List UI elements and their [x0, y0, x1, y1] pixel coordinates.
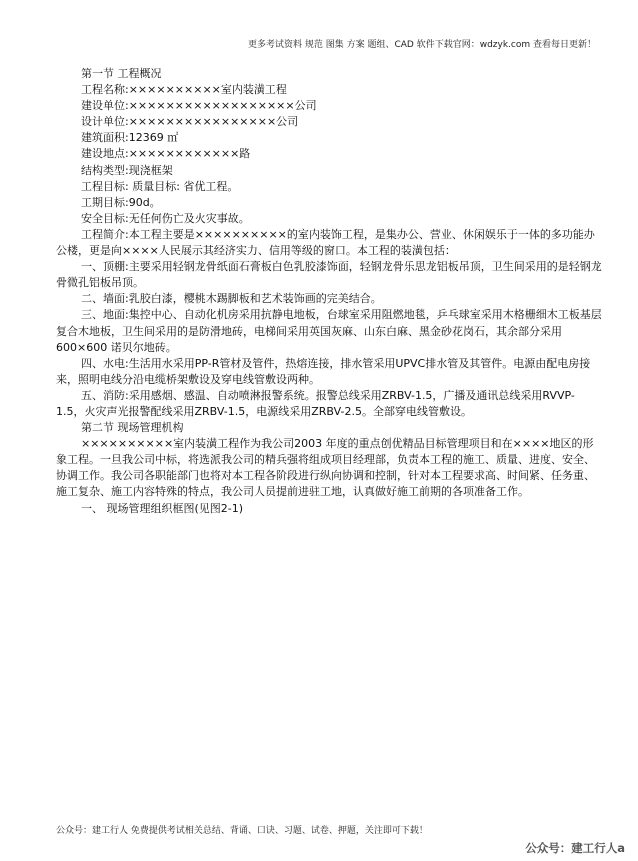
subsection1-title: 一、 现场管理组织框图(见图2-1)	[81, 501, 244, 515]
floor-paragraph: 三、地面:集控中心、自动化机房采用抗静电地板，台球室采用阻燃地毯，乒乓球室采用木格栅细木工板基层复合木地板，卫生间采用的是防滑地砖，电梯间采用英国灰麻、山东白麻、黑金砂花岗石，其余部分采用600×600 诺贝尔地砖。	[56, 308, 602, 354]
watermark: 公众号：建工行人a	[522, 839, 628, 857]
wall-paragraph: 二、墙面:乳胶白漆，樱桃木踢脚板和艺术装饰画的完美结合。	[81, 292, 382, 306]
project-name-line: 工程名称:××××××××××室内装潢工程	[81, 83, 287, 97]
page-footer: 公众号：建工行人 免费提供考试相关总结、背诵、口诀、习题、试卷、押题，关注即可下载！	[56, 826, 428, 836]
goal-line: 工程目标: 质量目标: 省优工程。	[81, 179, 239, 193]
page-header: 更多考试资料 规范 图集 方案 题组、CAD 软件下载官网：wdzyk.com 查看每日更新！	[248, 40, 596, 50]
safety-line: 安全目标:无任何伤亡及火灾事故。	[81, 211, 250, 225]
section2-paragraph: ××××××××××室内装潢工程作为我公司2003 年度的重点创优精品目标管理项目和在××××地区的形象工程。一旦我公司中标，将选派我公司的精兵强将组成项目经理部，负责本工程的施工、质量、进度、安全、协调工作。我公司各职能部门也将对本工程各阶段进行纵向协调和控制，针对本工程要求高、时间紧、任务重、施工复杂、施工内容特殊的特点，我公司人员提前进驻工地，认真做好施工前期的各项准备工作。	[56, 437, 595, 499]
ceiling-paragraph: 一、顶棚:主要采用轻钢龙骨纸面石膏板白色乳胶漆饰面，轻钢龙骨乐思龙铝板吊顶，卫生间采用的是轻钢龙骨微孔铝板吊顶。	[56, 260, 602, 290]
duration-line: 工期目标:90d。	[81, 195, 161, 209]
builder-line: 建设单位:××××××××××××××××××公司	[81, 99, 317, 113]
section1-title: 第一节 工程概况	[81, 67, 162, 80]
fire-protection-paragraph: 五、消防:采用感烟、感温、自动喷淋报警系统。报警总线采用ZRBV-1.5，广播及通讯总线采用RVVP-1.5，火灾声光报警配线采用ZRBV-1.5，电源线采用ZRBV-2.5。全部穿电线管敷设。	[56, 388, 575, 418]
area-line: 建筑面积:12369 ㎡	[81, 131, 179, 145]
plumbing-electric-paragraph: 四、水电:生活用水采用PP-R管材及管件，热熔连接，排水管采用UPVC排水管及其管件。电源由配电房接来，照明电线分沿电缆桥架敷设及穿电线管敷设两种。	[56, 356, 591, 386]
structure-line: 结构类型:现浇框架	[81, 163, 173, 177]
section2-title: 第二节 现场管理机构	[81, 421, 184, 435]
document-body	[56, 66, 602, 517]
designer-line: 设计单位:××××××××××××××××公司	[81, 115, 299, 129]
project-intro-paragraph: 工程简介:本工程主要是××××××××××的室内装饰工程，是集办公、营业、休闲娱乐于一体的多功能办公楼，更是向××××人民展示其经济实力、信用等级的窗口。本工程的装潢包括：	[56, 227, 595, 258]
location-line: 建设地点:××××××××××××路	[81, 147, 251, 161]
